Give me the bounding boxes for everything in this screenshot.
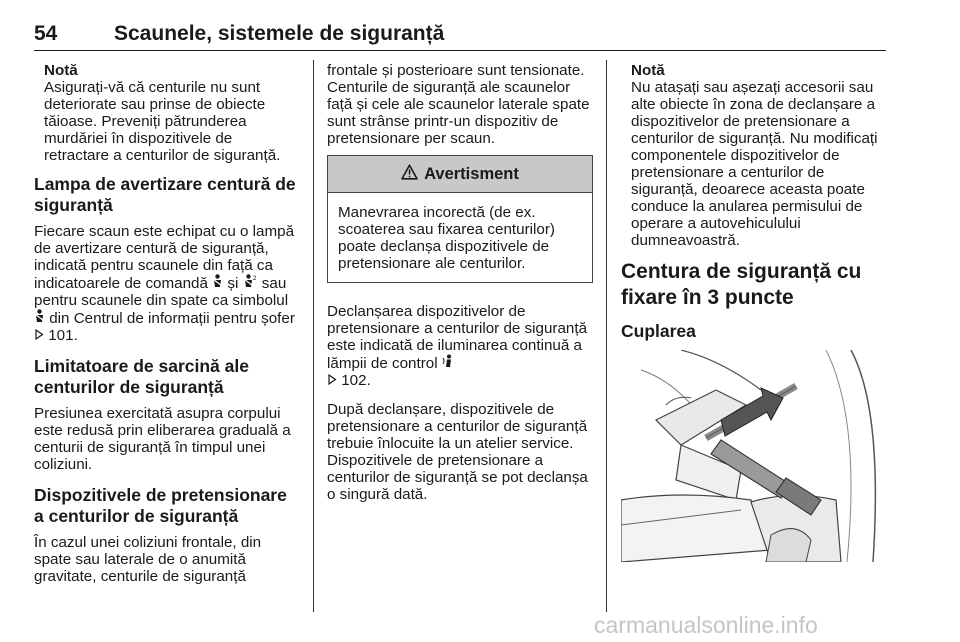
note-title: Notă [631,62,665,79]
warning-box [327,155,593,283]
lamp-paragraph: Fiecare scaun este echipat cu o lampă de avertizare centură de siguranță, indicată pentru scaunele din față ca indicatoarele de comandă și 2 sau pentru scaunele din spate ca simbolul din Centrul de informații pentru șofer 101. [34,223,295,344]
note-box [34,62,300,164]
triangle-reference-icon [34,327,44,344]
warning-text: Manevrarea incorectă (de ex. scoaterea sau fixarea centurilor) poate declanșa dispozitivele de pretensionare ale centurilor. [338,204,555,272]
column-divider-2 [606,60,607,612]
page-header [34,22,886,51]
seatbelt-person-2-icon [243,274,258,292]
limit-paragraph: Presiunea exercitată asupra corpului este redusă prin eliberarea graduală a centurii de siguranță în timpul unei coliziuni. [34,405,291,473]
reference-link[interactable]: 102. [341,372,371,389]
svg-text:2: 2 [252,276,256,282]
watermark: carmanualsonline.info [594,612,818,638]
heading-fastening: Cuplarea [621,321,696,341]
warning-title: Avertisment [424,164,519,183]
seatbelt-person-3-icon [34,309,45,327]
seatbelt-person-icon [212,274,223,292]
continued-paragraph: frontale și posterioare sunt tensionate. Centurile de siguranță ale scaunelor față și cele ale scaunelor laterale spate sunt strânse printr-un dispozitiv de pretensionare per scaun. [327,62,590,147]
trigger-paragraph: Declanșarea dispozitivelor de pretensionare a centurilor de siguranță este indicată de iluminarea continuă a lămpii de control 102. [327,303,588,389]
pretensioner-paragraph: În cazul unei coliziuni frontale, din spate sau laterale de o anumită gravitate, centurile de siguranță [34,534,262,585]
warning-header [328,156,592,193]
column-1 [34,62,300,597]
seatbelt-fastening-illustration [621,350,887,562]
heading-warning-lamp: Lampa de avertizare centură de siguranță [34,174,296,215]
triangle-reference-icon [327,372,337,389]
replacement-paragraph: După declanșare, dispozitivele de pretensionare a centurilor de siguranță trebuie înlocuite la un atelier service. Dispozitivele de pretensionare a centurilor de siguranță se pot declanșa o singură dată. [327,401,588,503]
column-2 [327,62,593,515]
heading-load-limiters: Limitatoare de sarcină ale centurilor de siguranță [34,356,249,397]
note-text: Asigurați-vă că centurile nu sunt deteriorate sau prinse de obiecte tăioase. Preveniți pătrunderea murdăriei în dispozitivele de retractare a centurilor de siguranță. [44,79,281,164]
note-box [621,62,887,249]
reference-link[interactable]: 101. [48,327,78,344]
heading-pretensioners: Dispozitivele de pretensionare a centurilor de siguranță [34,485,287,526]
heading-three-point-belt: Centura de siguranță cu fixare în 3 puncte [621,260,862,309]
note-title: Notă [44,62,78,79]
page-number: 54 [34,22,58,45]
warning-triangle-icon [401,164,418,184]
page-title: Scaunele, sistemele de siguranță [114,22,445,45]
note-text: Nu atașați sau așezați accesorii sau alte obiecte în zona de declanșare a dispozitivelor de pretensionare a centurilor de siguranță. Nu modificați componentele dispozitivelor de pretensionare a centurilor de siguranță, deoarece aceasta poate conduce la anularea permisului de operare a autovehiculului dumneavoastră. [631,79,878,249]
airbag-person-icon [442,354,454,372]
column-divider-1 [313,60,314,612]
column-3 [621,62,887,562]
